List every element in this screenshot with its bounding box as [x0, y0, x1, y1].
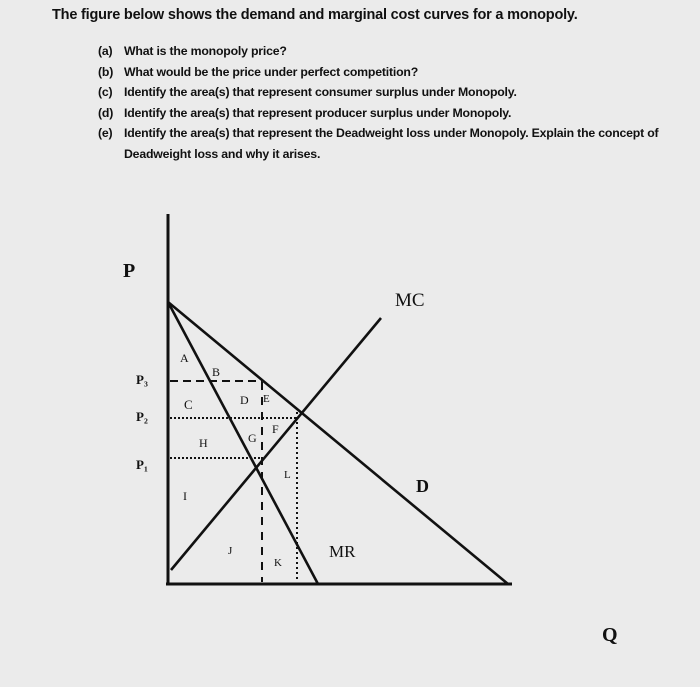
mr-label: MR: [329, 542, 356, 561]
question-c-label: (c): [98, 85, 113, 99]
area-g-label: G: [248, 431, 257, 445]
area-b-label: B: [212, 365, 221, 379]
area-k-label: K: [274, 557, 282, 569]
area-h-label: H: [199, 436, 208, 450]
area-e-label: E: [263, 393, 270, 405]
x-axis-label: Q: [602, 624, 618, 646]
area-i-label: I: [183, 489, 187, 503]
p1-label: P₁: [136, 457, 148, 472]
area-f-label: F: [272, 422, 279, 436]
question-a-text: What is the monopoly price?: [124, 44, 287, 58]
question-b-text: What would be the price under perfect competition?: [124, 64, 419, 79]
question-c-text: Identify the area(s) that represent consumer surplus under Monopoly.: [124, 85, 517, 99]
question-a-label: (a): [98, 44, 113, 58]
mc-label: MC: [395, 290, 425, 311]
demand-label: D: [416, 476, 429, 496]
mr-curve: [168, 302, 318, 584]
area-c-label: C: [184, 397, 193, 412]
intro-text: The figure below shows the demand and marginal cost curves for a monopoly.: [52, 7, 578, 23]
y-axis-label: P: [123, 260, 136, 282]
p3-label: P₃: [136, 372, 148, 387]
area-j-label: J: [228, 545, 233, 557]
question-d-text: Identify the area(s) that represent producer surplus under Monopoly.: [124, 105, 512, 120]
question-e-label: (e): [98, 126, 113, 140]
question-d-label: (d): [98, 105, 114, 120]
area-l-label: L: [284, 469, 291, 481]
area-a-label: A: [180, 351, 189, 365]
question-e-text: Identify the area(s) that represent the Deadweight loss under Monopoly. Explain the concept of Deadweight loss and why it arises.: [124, 126, 659, 161]
p2-label: P₂: [136, 409, 148, 424]
question-b-label: (b): [98, 64, 114, 79]
area-d-label: D: [240, 393, 249, 407]
